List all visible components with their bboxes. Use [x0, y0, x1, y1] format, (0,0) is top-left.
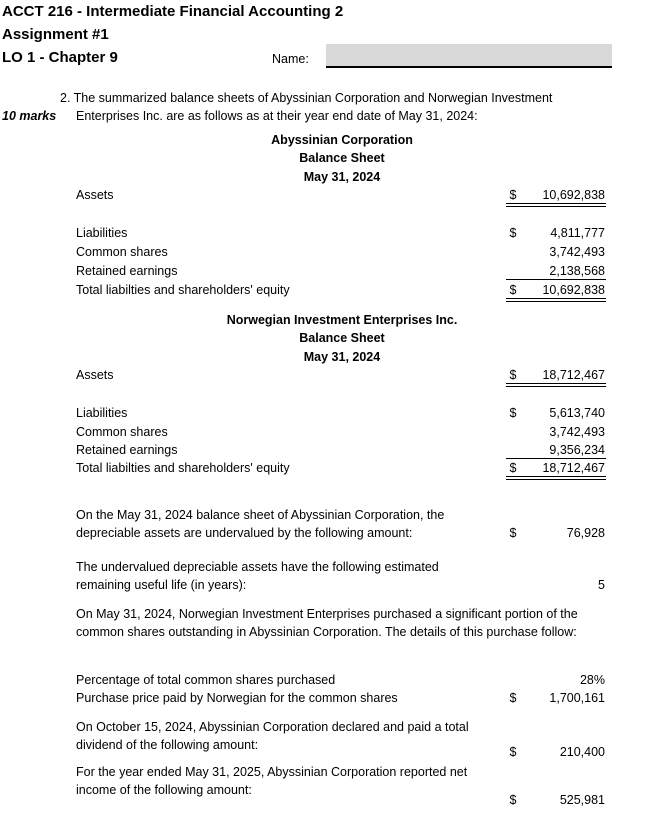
undervalued-line-1: On the May 31, 2024 balance sheet of Abyssinian Corporation, the — [76, 508, 445, 522]
bs2-total-rule-top — [506, 476, 606, 477]
question-line-2: Enterprises Inc. are as follows as at their year end date of May 31, 2024: — [76, 109, 478, 123]
life-line-2: remaining useful life (in years): — [76, 578, 247, 592]
purchase-line-1: On May 31, 2024, Norwegian Investment Enterprises purchased a significant portion of the — [76, 607, 578, 621]
bs2-statement: Balance Sheet — [299, 331, 385, 345]
bs1-liabilities-dollar: $ — [509, 226, 517, 240]
dividend-dollar: $ — [509, 745, 517, 759]
bs1-common-label: Common shares — [76, 245, 168, 259]
income-line-2: income of the following amount: — [76, 783, 252, 797]
bs2-total-dollar: $ — [509, 461, 517, 475]
price-dollar: $ — [509, 691, 517, 705]
bs1-common-value: 3,742,493 — [549, 245, 605, 259]
income-value: 525,981 — [559, 793, 605, 807]
bs2-total-label: Total liabilties and shareholders' equity — [76, 461, 290, 475]
bs2-retained-label: Retained earnings — [76, 443, 178, 457]
bs2-total-rule-bottom — [506, 479, 606, 480]
undervalued-amount: 76,928 — [566, 526, 605, 540]
bs1-liabilities-value: 4,811,777 — [550, 226, 605, 240]
income-dollar: $ — [509, 793, 517, 807]
bs1-assets-label: Assets — [76, 188, 114, 202]
bs1-assets-dollar: $ — [509, 188, 517, 202]
bs2-subtotal-rule — [506, 458, 606, 459]
undervalued-dollar: $ — [509, 526, 517, 540]
bs2-date: May 31, 2024 — [303, 350, 381, 364]
bs2-company: Norwegian Investment Enterprises Inc. — [226, 313, 458, 327]
bs2-assets-label: Assets — [76, 368, 114, 382]
chapter-title: LO 1 - Chapter 9 — [2, 49, 118, 66]
name-label: Name: — [272, 52, 309, 66]
bs1-assets-rule-bottom — [506, 206, 606, 207]
bs2-total-value: 18,712,467 — [542, 461, 605, 475]
purchase-line-2: common shares outstanding in Abyssinian Corporation. The details of this purchase follow: — [76, 625, 577, 639]
bs1-total-value: 10,692,838 — [542, 283, 605, 297]
bs1-retained-label: Retained earnings — [76, 264, 178, 278]
life-line-1: The undervalued depreciable assets have the following estimated — [76, 560, 439, 574]
bs2-common-label: Common shares — [76, 425, 168, 439]
pct-value: 28% — [579, 673, 605, 687]
question-line-1: 2. The summarized balance sheets of Abyssinian Corporation and Norwegian Investment — [60, 91, 553, 105]
bs2-liabilities-value: 5,613,740 — [549, 406, 605, 420]
course-title: ACCT 216 - Intermediate Financial Accounting 2 — [2, 3, 344, 20]
pct-label: Percentage of total common shares purchased — [76, 673, 336, 687]
bs1-statement: Balance Sheet — [299, 151, 385, 165]
bs1-assets-value: 10,692,838 — [542, 188, 605, 202]
assignment-title: Assignment #1 — [2, 26, 109, 43]
bs1-total-label: Total liabilties and shareholders' equity — [76, 283, 290, 297]
bs2-assets-dollar: $ — [509, 368, 517, 382]
bs2-assets-value: 18,712,467 — [542, 368, 605, 382]
dividend-line-2: dividend of the following amount: — [76, 738, 259, 752]
dividend-value: 210,400 — [559, 745, 605, 759]
bs2-liabilities-dollar: $ — [509, 406, 517, 420]
bs1-liabilities-label: Liabilities — [76, 226, 128, 240]
bs1-total-rule-top — [506, 298, 606, 299]
bs2-retained-value: 9,356,234 — [549, 443, 605, 457]
income-line-1: For the year ended May 31, 2025, Abyssinian Corporation reported net — [76, 765, 468, 779]
bs1-retained-value: 2,138,568 — [549, 264, 605, 278]
bs1-date: May 31, 2024 — [303, 170, 381, 184]
name-input[interactable] — [326, 44, 612, 68]
undervalued-line-2: depreciable assets are undervalued by the following amount: — [76, 526, 413, 540]
price-value: 1,700,161 — [549, 691, 605, 705]
dividend-line-1: On October 15, 2024, Abyssinian Corporation declared and paid a total — [76, 720, 469, 734]
bs1-assets-rule-top — [506, 203, 606, 204]
bs1-total-rule-bottom — [506, 301, 606, 302]
bs1-total-dollar: $ — [509, 283, 517, 297]
bs1-subtotal-rule — [506, 279, 606, 280]
price-label: Purchase price paid by Norwegian for the common shares — [76, 691, 398, 705]
marks-label: 10 marks — [2, 109, 57, 123]
life-value: 5 — [598, 578, 605, 592]
bs2-assets-rule-bottom — [506, 386, 606, 387]
bs2-liabilities-label: Liabilities — [76, 406, 128, 420]
bs2-assets-rule-top — [506, 383, 606, 384]
bs1-company: Abyssinian Corporation — [271, 133, 413, 147]
bs2-common-value: 3,742,493 — [549, 425, 605, 439]
